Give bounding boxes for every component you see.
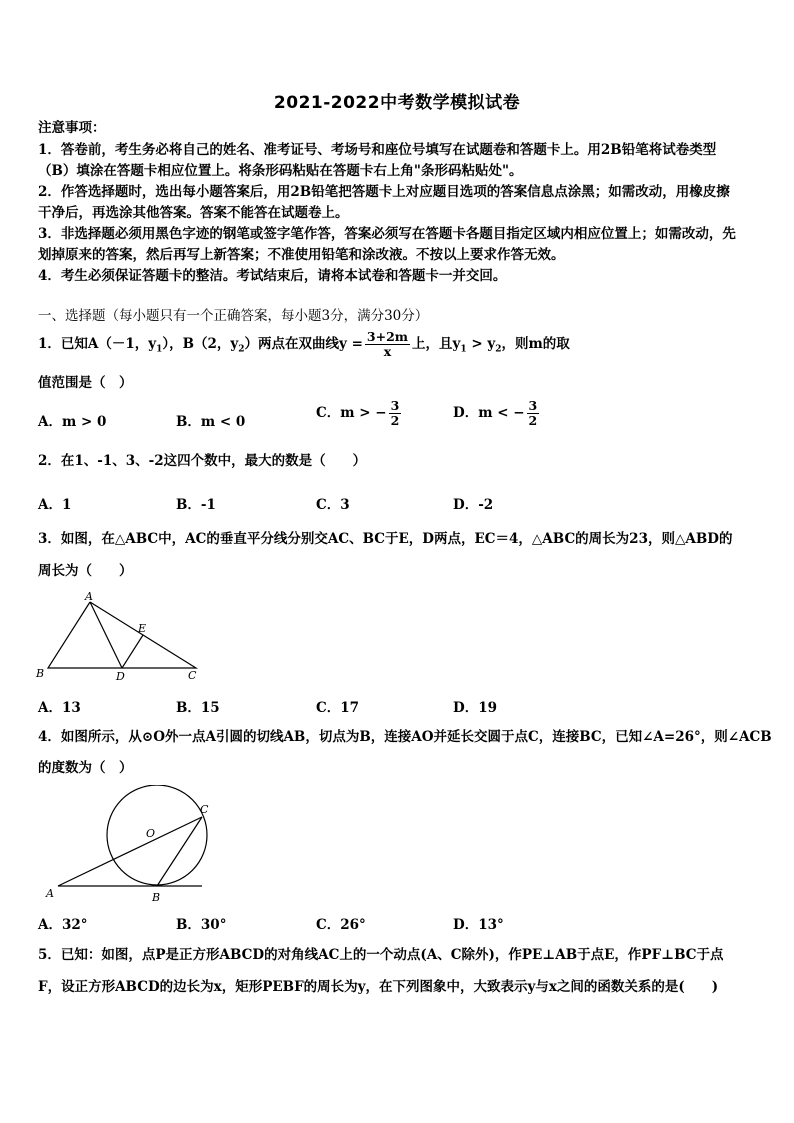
label-c: C [200,803,209,816]
circle-figure [40,785,220,905]
option-d: D．13° [453,917,504,933]
option-b: B．-1 [176,497,216,513]
option-d: D．-2 [453,497,494,513]
option-b: B．15 [176,700,220,716]
question-4-stem: 4．如图所示，从⊙O外一点A引圆的切线AB，切点为B，连接AO并延长交圆于点C，连接BC，已知∠A=26°，则∠ACB [38,729,772,745]
label-a: A [46,887,54,900]
option-a: A．32° [38,917,88,933]
notice-line: 1．答卷前，考生务必将自己的姓名、准考证号、考场号和座位号填写在试题卷和答题卡上。用2B铅笔将试卷类型 [38,142,717,158]
question-3-stem-cont: 周长为（ ） [38,563,133,579]
label-a: A [85,590,93,603]
label-b: B [36,667,45,680]
option-c: C．17 [316,700,360,716]
label-c: C [188,669,197,682]
option-c: C．26° [316,917,366,933]
question-1-stem-cont: 值范围是（ ） [38,375,133,391]
fraction: $\frac{3+2m}{x}$ [366,329,409,359]
option-d: D．m < − $\frac{3}{2}$ [453,398,538,428]
label-b: B [152,891,161,904]
notice-heading: 注意事项： [38,120,106,136]
triangle-figure [30,590,210,686]
question-1-stem: 1．已知A（－1，$y_1$），B（2，$y_2$）两点在双曲线y = $\frac{3+2m}{x}$ 上，且$y_1 > y_2$，则m的取 [38,329,570,359]
notice-line: 2．作答选择题时，选出每小题答案后，用2B铅笔把答题卡上对应题目选项的答案信息点涂黑；如需改动，用橡皮擦 [38,184,730,200]
question-4-stem-cont: 的度数为（ ） [38,760,133,776]
notice-line: 干净后，再选涂其他答案。答案不能答在试题卷上。 [38,205,349,221]
notice-line: （B）填涂在答题卡相应位置上。将条形码粘贴在答题卡右上角"条形码粘贴处"。 [38,163,523,179]
option-a: A．13 [38,700,81,716]
notice-line: 4．考生必须保证答题卡的整洁。考试结束后，请将本试卷和答题卡一并交回。 [38,268,507,284]
label-d: D [116,670,125,683]
question-5-stem-cont: F，设正方形ABCD的边长为x，矩形PEBF的周长为y，在下列图象中，大致表示y与x之间的函数关系的是( ) [38,979,719,995]
section-heading: 一、选择题（每小题只有一个正确答案，每小题3分，满分30分） [38,308,429,324]
option-c: C．3 [316,497,350,513]
question-5-stem: 5．已知：如图，点P是正方形ABCD的对角线AC上的一个动点(A、C除外)，作PE⊥AB于点E，作PF⊥BC于点 [38,947,724,963]
option-a: A．m > 0 [38,414,107,430]
label-o: O [146,827,156,840]
option-a: A．1 [38,497,72,513]
question-2-stem: 2．在1、-1、3、-2这四个数中，最大的数是（ ） [38,453,367,469]
notice-line: 3．非选择题必须用黑色字迹的钢笔或签字笔作答，答案必须写在答题卡各题目指定区域内相应位置上；如需改动，先 [38,226,736,242]
option-b: B．m < 0 [176,414,246,430]
question-3-stem: 3．如图，在△ABC中，AC的垂直平分线分别交AC、BC于E，D两点，EC＝4，△ABC的周长为23，则△ABD的 [38,531,733,547]
label-e: E [138,622,147,635]
notice-line: 划掉原来的答案，然后再写上新答案；不准使用铅笔和涂改液。不按以上要求作答无效。 [38,247,565,263]
page-title: 2021-2022中考数学模拟试卷 [273,93,521,113]
option-d: D．19 [453,700,497,716]
option-b: B．30° [176,917,227,933]
option-c: C．m > − $\frac{3}{2}$ [316,398,400,428]
